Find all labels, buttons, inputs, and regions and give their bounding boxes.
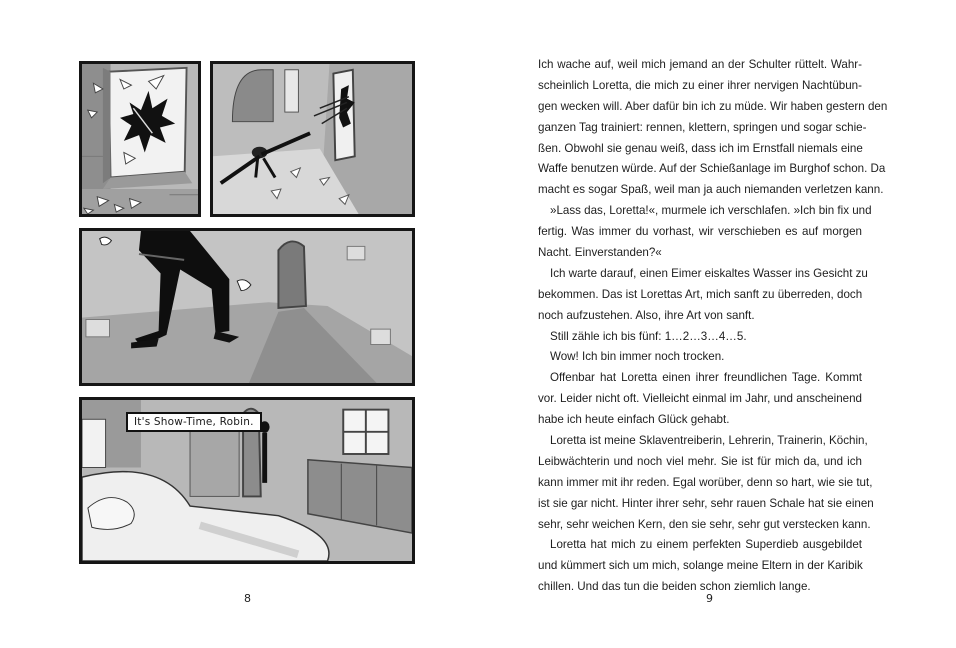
corridor-figure-illustration [82, 231, 412, 383]
text-line: chillen. Und das tun die beiden schon ziemlich lange. [538, 580, 811, 594]
text-line: und kümmert sich um mich, solange meine Eltern in der Karibik [538, 559, 863, 573]
text-line: Nacht. Einverstanden?« [538, 246, 662, 260]
text-line: ganzen Tag trainiert: rennen, klettern, springen und sogar schie- [538, 120, 867, 134]
text-line: Leibwächterin und noch viel mehr. Sie ist für mich da, und ich [538, 454, 862, 468]
text-line: Loretta ist meine Sklaventreiberin, Lehrerin, Trainerin, Köchin, [550, 434, 868, 448]
text-line: »Lass das, Loretta!«, murmele ich verschlafen. »Ich bin fix und [550, 204, 872, 218]
shattering-window-illustration [82, 64, 198, 214]
page-number-right: 9 [706, 592, 713, 605]
text-line: fertig. Was immer du vorhast, wir verschieben es auf morgen [538, 225, 862, 239]
text-line: scheinlich Loretta, die mich zu einer ihrer nervigen Nachtübun- [538, 78, 862, 92]
text-line: noch aufzustehen. Also, ihre Art von sanft. [538, 308, 755, 322]
comic-panel-1 [79, 61, 201, 217]
text-line: habe ich heute einfach Glück gehabt. [538, 413, 730, 427]
text-line: gen wecken will. Aber dafür bin ich zu müde. Wir haben gestern den [538, 99, 888, 113]
text-line: Offenbar hat Loretta einen ihrer freundlichen Tage. Kommt [550, 371, 862, 385]
text-line: macht es sogar Spaß, weil man ja auch niemanden verletzen kann. [538, 183, 884, 197]
text-line: kann immer mit ihr reden. Egal worüber, denn so hart, wie sie tut, [538, 475, 873, 489]
text-line: Ich warte darauf, einen Eimer eiskaltes Wasser ins Gesicht zu [550, 266, 868, 280]
text-line: Waffe benutzen würde. Auf der Schießanlage im Burghof schon. Da [538, 162, 886, 176]
page-number-left: 8 [244, 592, 251, 605]
text-line: Loretta hat mich zu einem perfekten Superdieb ausgebildet [550, 538, 862, 552]
corridor-window-illustration [213, 64, 412, 214]
body-text [538, 55, 888, 598]
comic-panel-4 [79, 397, 415, 564]
text-line: vor. Leider nicht oft. Vielleicht einmal im Jahr, und anscheinend [538, 392, 862, 406]
text-line: Still zähle ich bis fünf: 1…2…3…4…5. [550, 329, 747, 343]
text-line: ist sie gar nicht. Hinter ihrer sehr, sehr rauen Schale hat sie einen [538, 496, 874, 510]
text-line: Ich wache auf, weil mich jemand an der Schulter rüttelt. Wahr- [538, 58, 862, 71]
text-line: Wow! Ich bin immer noch trocken. [550, 350, 725, 364]
comic-panel-2 [210, 61, 415, 217]
text-line: bekommen. Das ist Lorettas Art, mich sanft zu überreden, doch [538, 287, 863, 301]
comic-panel-3 [79, 228, 415, 386]
text-line: ßen. Obwohl sie genau weiß, dass ich im Ernstfall niemals eine [538, 141, 863, 155]
speech-bubble: It's Show-Time, Robin. [126, 412, 262, 432]
text-line: sehr, sehr weichen Kern, den sie sehr, sehr gut verstecken kann. [538, 517, 871, 531]
